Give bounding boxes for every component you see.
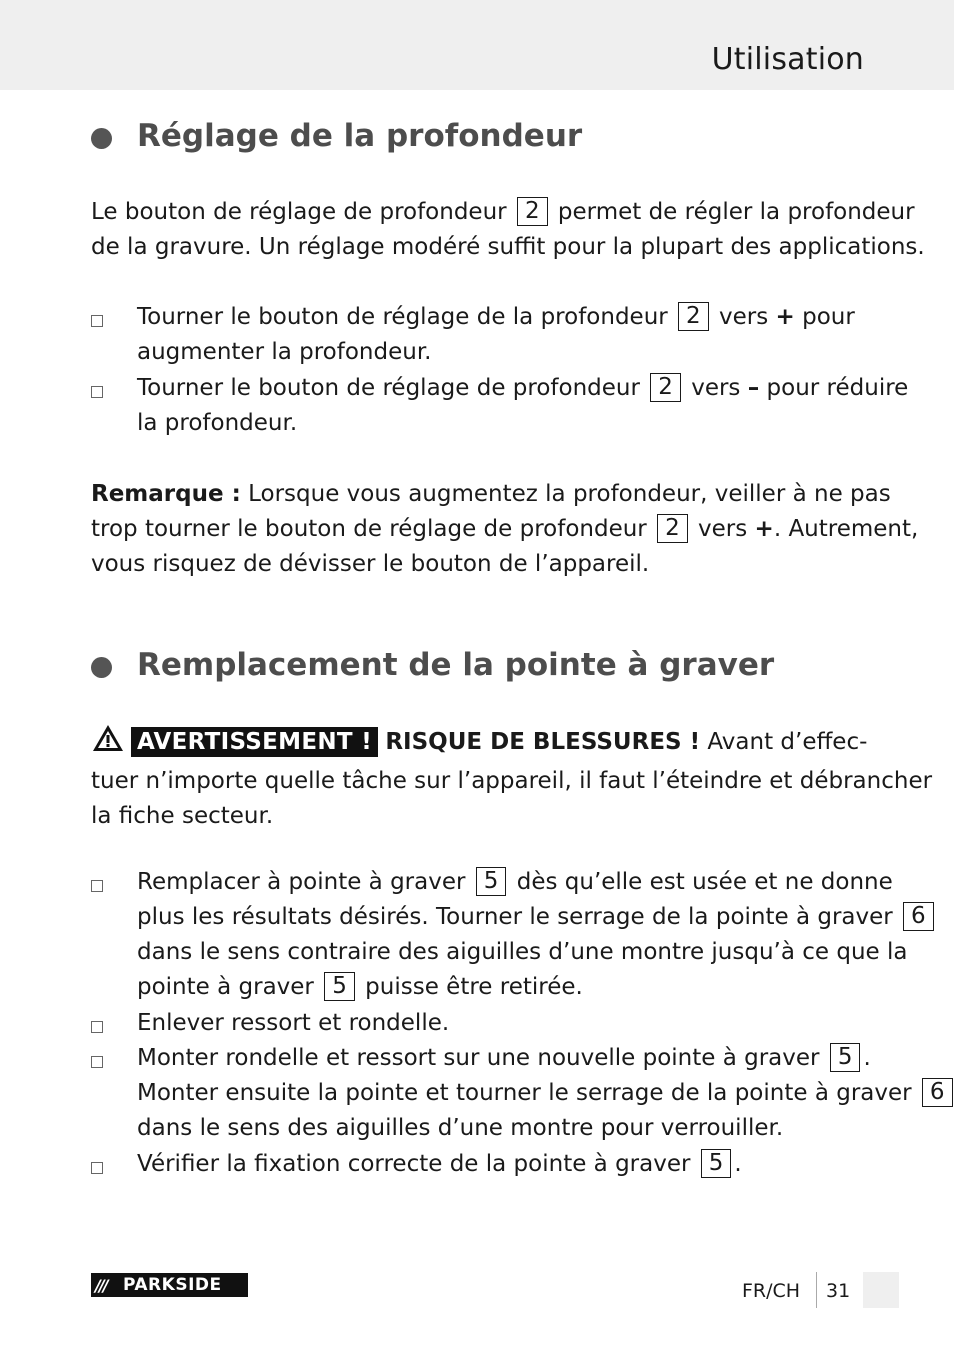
footer-divider bbox=[816, 1272, 817, 1308]
risk-label: RISQUE DE BLESSURES ! bbox=[385, 729, 701, 755]
checkbox-bullet-icon bbox=[91, 1162, 103, 1174]
text: augmenter la profondeur. bbox=[137, 339, 432, 365]
page-section-title: Utilisation bbox=[711, 42, 864, 77]
text: Vérifier la fixation correcte de la pointe à graver bbox=[137, 1151, 691, 1177]
list-item bbox=[137, 1006, 867, 1041]
text: . bbox=[863, 1045, 871, 1071]
text: vous risquez de dévisser le bouton de l’appareil. bbox=[91, 551, 650, 577]
text: vers bbox=[719, 304, 769, 330]
parkside-logo bbox=[91, 1273, 248, 1297]
text: . Autrement, bbox=[773, 516, 919, 542]
list-item bbox=[137, 865, 926, 1005]
note-label: Remarque : bbox=[91, 481, 241, 507]
logo-stripes: /// bbox=[95, 1275, 107, 1295]
section-heading-text: Remplacement de la pointe à graver bbox=[137, 647, 775, 683]
ref-number: 5 bbox=[830, 1043, 861, 1072]
plus-symbol: + bbox=[775, 304, 795, 330]
text: Enlever ressort et rondelle. bbox=[137, 1010, 450, 1036]
text: de la gravure. Un réglage modéré suffit pour la plupart des applications. bbox=[91, 234, 925, 260]
bullet-dot-icon bbox=[91, 657, 112, 678]
list-item bbox=[137, 1041, 945, 1146]
text: Tourner le bouton de réglage de profondeur bbox=[137, 375, 640, 401]
ref-number: 2 bbox=[678, 302, 709, 331]
footer-tab-marker bbox=[863, 1272, 899, 1308]
text: tuer n’importe quelle tâche sur l’appareil, il faut l’éteindre et débrancher bbox=[91, 768, 933, 794]
ref-number: 6 bbox=[903, 902, 934, 931]
text: Avant d’effec- bbox=[707, 729, 868, 755]
text: vers bbox=[691, 375, 741, 401]
list-item bbox=[137, 371, 909, 441]
checkbox-bullet-icon bbox=[91, 880, 103, 892]
text: puisse être retirée. bbox=[365, 974, 583, 1000]
text: Tourner le bouton de réglage de la profondeur bbox=[137, 304, 668, 330]
warning-triangle-icon bbox=[91, 723, 125, 764]
checkbox-bullet-icon bbox=[91, 315, 103, 327]
ref-number: 6 bbox=[922, 1078, 953, 1107]
ref-number: 2 bbox=[650, 373, 681, 402]
intro-paragraph bbox=[91, 195, 925, 265]
warning-badge: AVERTISSEMENT ! bbox=[131, 727, 378, 757]
checkbox-bullet-icon bbox=[91, 1021, 103, 1033]
text: plus les résultats désirés. Tourner le serrage de la pointe à graver bbox=[137, 904, 893, 930]
text: Lorsque vous augmentez la profondeur, veiller à ne pas bbox=[248, 481, 891, 507]
text: vers bbox=[698, 516, 748, 542]
minus-symbol: – bbox=[747, 375, 760, 401]
text: Le bouton de réglage de profondeur bbox=[91, 199, 507, 225]
warning-paragraph bbox=[91, 723, 933, 834]
logo-text: PARKSIDE bbox=[123, 1275, 222, 1295]
text: pointe à graver bbox=[137, 974, 314, 1000]
text: dans le sens contraire des aiguilles d’une montre jusqu’à ce que la bbox=[137, 939, 908, 965]
bullet-dot-icon bbox=[91, 128, 112, 149]
text: permet de régler la profondeur bbox=[557, 199, 915, 225]
ref-number: 5 bbox=[701, 1149, 732, 1178]
text: dans le sens des aiguilles d’une montre pour verrouiller. bbox=[137, 1115, 784, 1141]
ref-number: 5 bbox=[324, 972, 355, 1001]
text: la profondeur. bbox=[137, 410, 298, 436]
text: Monter ensuite la pointe et tourner le serrage de la pointe à graver bbox=[137, 1080, 912, 1106]
checkbox-bullet-icon bbox=[91, 1056, 103, 1068]
ref-number: 2 bbox=[517, 197, 548, 226]
section-heading-text: Réglage de la profondeur bbox=[137, 118, 583, 154]
text: trop tourner le bouton de réglage de profondeur bbox=[91, 516, 647, 542]
ref-number: 2 bbox=[657, 514, 688, 543]
text: . bbox=[734, 1151, 742, 1177]
list-item bbox=[137, 1147, 867, 1182]
text: pour bbox=[802, 304, 855, 330]
text: pour réduire bbox=[766, 375, 909, 401]
page-number: 31 bbox=[826, 1280, 851, 1302]
note-paragraph bbox=[91, 477, 919, 582]
footer-locale: FR/CH bbox=[742, 1280, 801, 1302]
plus-symbol: + bbox=[754, 516, 774, 542]
checkbox-bullet-icon bbox=[91, 386, 103, 398]
text: Remplacer à pointe à graver bbox=[137, 869, 466, 895]
list-item bbox=[137, 300, 867, 370]
ref-number: 5 bbox=[476, 867, 507, 896]
text: dès qu’elle est usée et ne donne bbox=[516, 869, 893, 895]
text: la fiche secteur. bbox=[91, 803, 274, 829]
text: Monter rondelle et ressort sur une nouvelle pointe à graver bbox=[137, 1045, 820, 1071]
